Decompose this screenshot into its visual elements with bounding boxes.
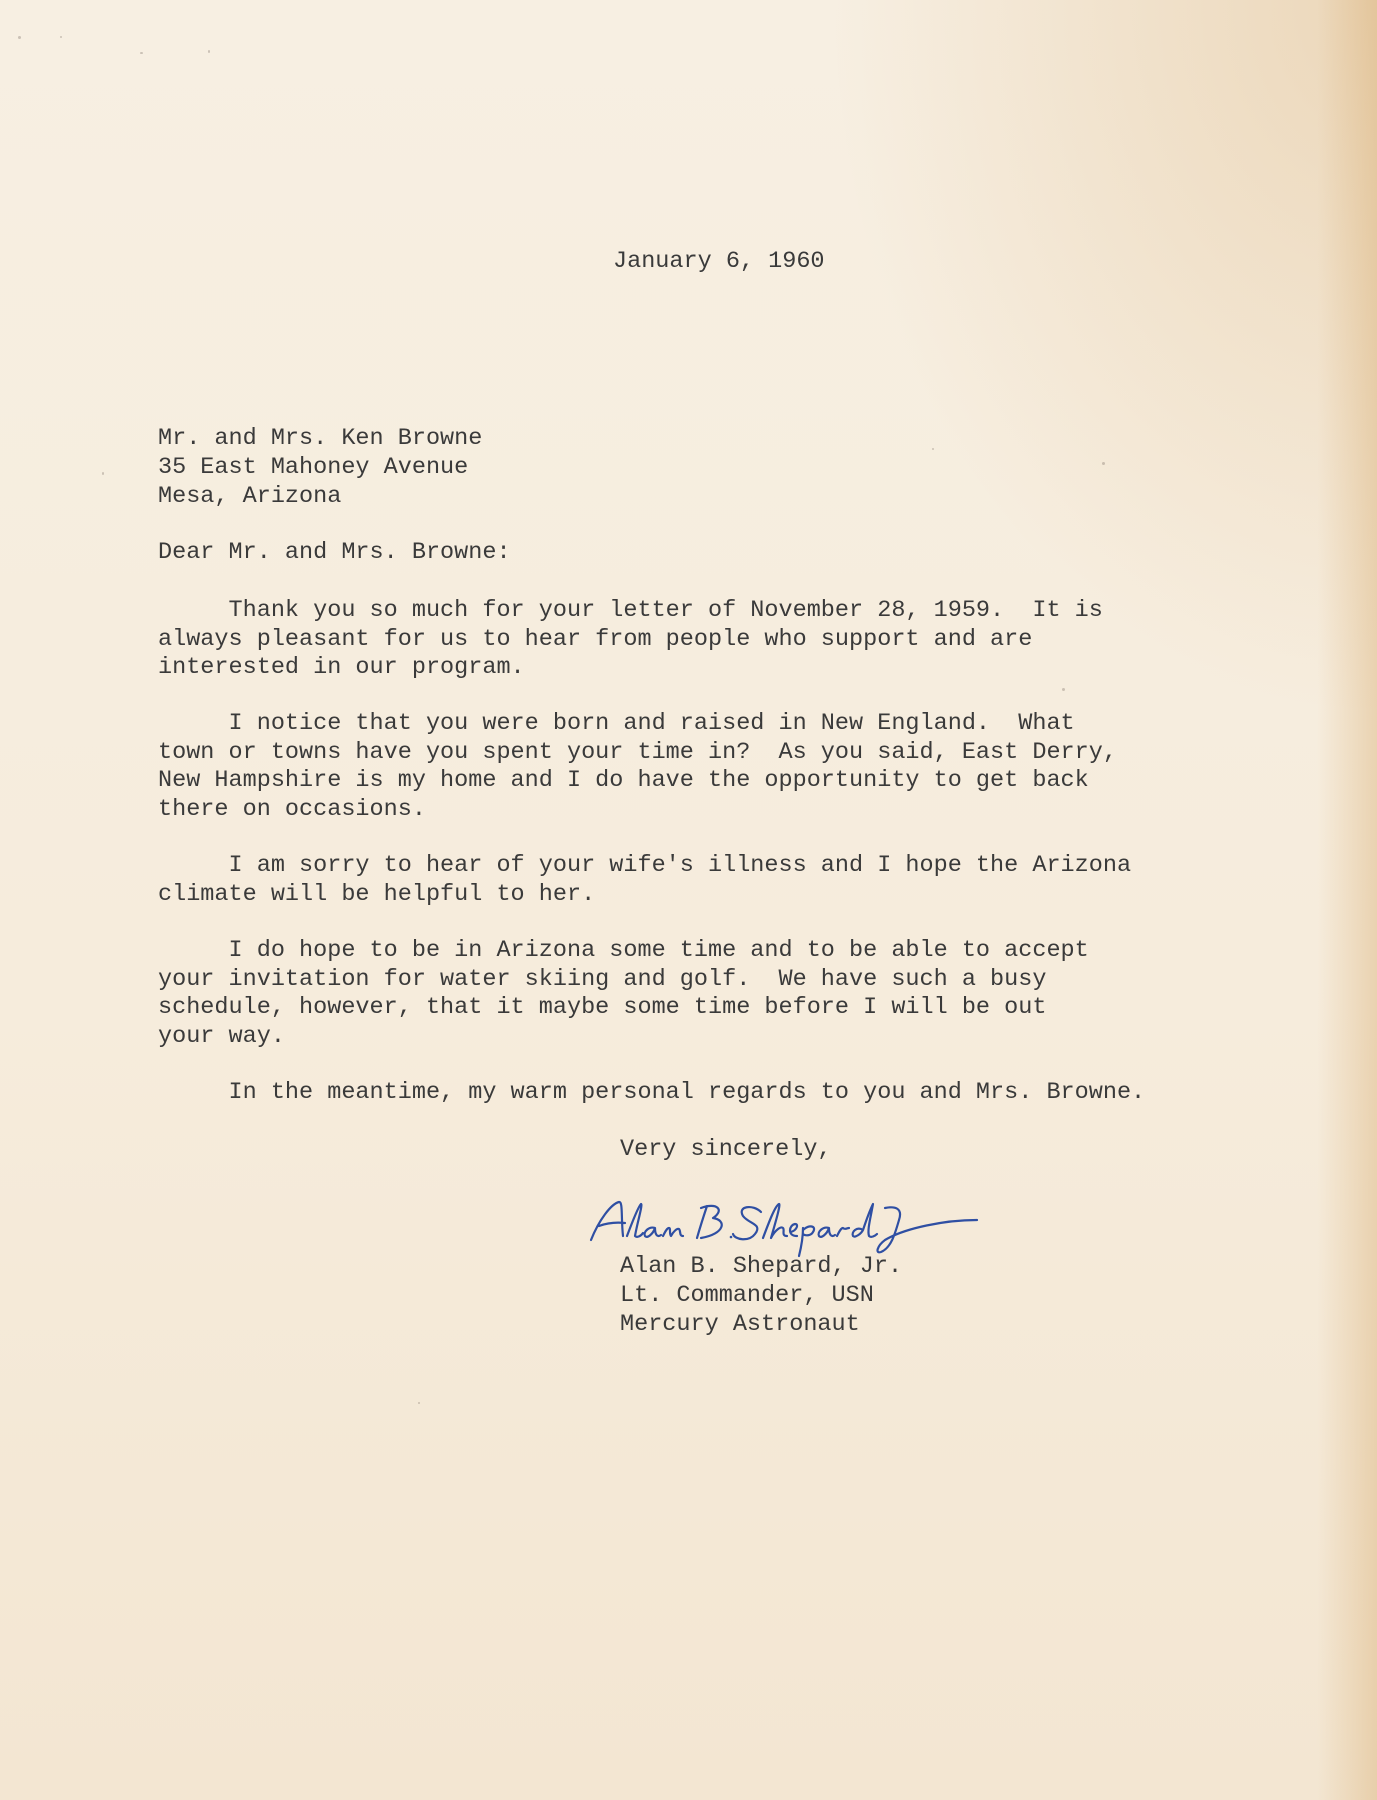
salutation: Dear Mr. and Mrs. Browne: [158, 539, 511, 566]
recipient-name: Mr. and Mrs. Ken Browne [158, 425, 483, 452]
paragraph-line: schedule, however, that it maybe some time before I will be out [158, 994, 1047, 1021]
paragraph-line: I do hope to be in Arizona some time and to be able to accept [158, 937, 1089, 964]
paper-speck [932, 448, 934, 450]
paragraph-new-england [158, 709, 1117, 823]
paragraph-line: your way. [158, 1022, 285, 1050]
paragraph-regards [158, 1078, 1145, 1107]
signer-name: Alan B. Shepard, Jr. [620, 1253, 903, 1280]
paper-speck [18, 36, 21, 39]
paragraph-invitation [158, 936, 1089, 1050]
paragraph-line: interested in our program. [158, 654, 525, 681]
paper-speck [1062, 688, 1065, 691]
paragraph-line: I notice that you were born and raised in New England. What [158, 710, 1075, 737]
paper-speck [418, 1402, 420, 1404]
paper-speck [102, 472, 104, 475]
paper-speck [208, 50, 210, 53]
paragraph-illness [158, 851, 1131, 908]
letter-date: January 6, 1960 [613, 248, 825, 275]
recipient-city: Mesa, Arizona [158, 483, 342, 510]
paragraph-line: New Hampshire is my home and I do have the opportunity to get back [158, 767, 1089, 794]
signer-rank: Lt. Commander, USN [620, 1282, 874, 1309]
paragraph-line: I am sorry to hear of your wife's illness and I hope the Arizona [158, 852, 1132, 879]
paragraph-thanks [158, 596, 1103, 682]
paragraph-line: In the meantime, my warm personal regards to you and Mrs. Browne. [158, 1079, 1146, 1106]
paragraph-line: there on occasions. [158, 795, 426, 823]
paragraph-line: climate will be helpful to her. [158, 880, 596, 908]
paragraph-line: town or towns have you spent your time in? As you said, East Derry, [158, 738, 1117, 766]
closing: Very sincerely, [620, 1136, 832, 1163]
paragraph-line: your invitation for water skiing and golf. We have such a busy [158, 965, 1047, 993]
signer-title: Mercury Astronaut [620, 1311, 860, 1338]
recipient-street: 35 East Mahoney Avenue [158, 454, 469, 481]
paper-speck [1102, 462, 1105, 465]
signature-block [620, 1252, 902, 1339]
paragraph-line: Thank you so much for your letter of November 28, 1959. It is [158, 597, 1103, 624]
paper-speck [140, 52, 143, 54]
paper-speck [60, 36, 62, 38]
paragraph-line: always pleasant for us to hear from people who support and are [158, 625, 1033, 653]
